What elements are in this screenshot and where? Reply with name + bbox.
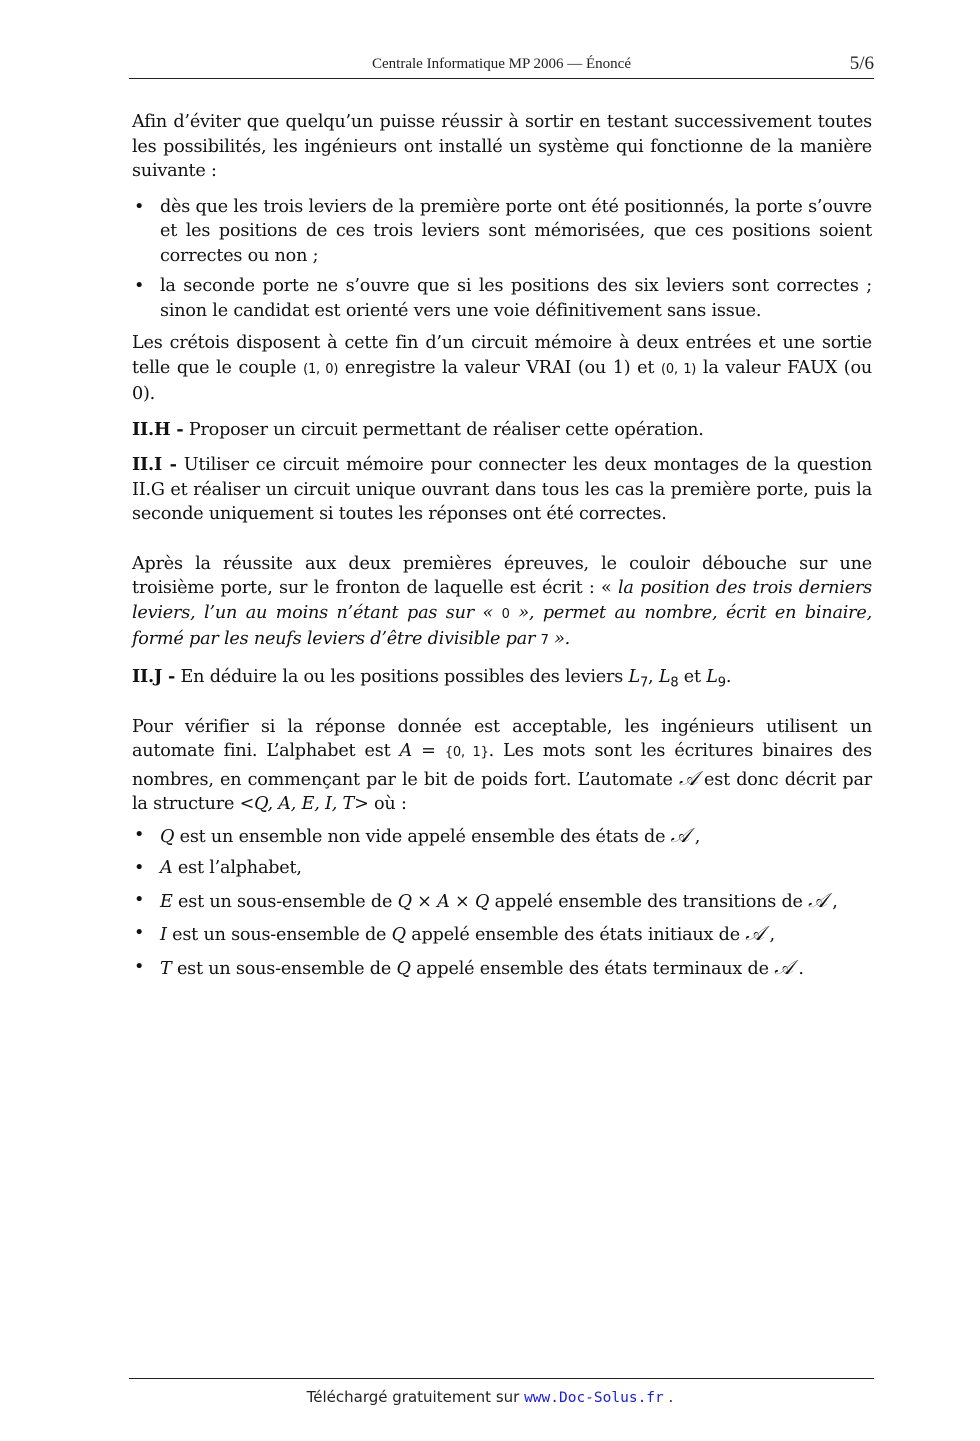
spacer [132,707,872,715]
inscription-zero: 0 [501,606,510,622]
header-title: Centrale Informatique MP 2006 — Énoncé [372,56,631,72]
question-text: Proposer un circuit permettant de réaliser cette opération. [183,419,704,440]
lever-index: 7 [639,675,649,691]
state-set-symbol: Q [396,958,411,979]
text-span: , [648,666,659,687]
list-item-text: dès que les trois leviers de la première porte ont été positionnés, la porte s’ouvre et les positions de ces trois leviers sont mémorisées, que ces positions soient correctes ou non ; [160,196,872,266]
bullet-icon: • [134,923,145,944]
question-label: II.J - [132,665,176,687]
text-span: Les crétois disposent à cette fin d’un circuit mémoire à deux entrées et une sortie telle que le couple [132,333,872,378]
question-IIJ [132,665,872,696]
page-number: 5/6 [849,53,874,74]
definition-text: est un sous-ensemble de [172,891,398,912]
automaton-symbol: 𝒜 [670,822,690,847]
definition-text: appelé ensemble des états terminaux de [410,958,775,979]
footer-link[interactable]: www.Doc-Solus.fr [524,1390,664,1406]
list-item [132,274,872,323]
definition-symbol: E [160,891,173,912]
list-item [132,921,872,948]
pair-true: (1, 0) [303,361,339,377]
definition-symbol: Q [160,826,175,847]
page-footer [0,1388,980,1406]
text-span: enregistre la valeur VRAI (ou 1) et [338,357,662,378]
inscription-text: la position des trois derniers leviers, l’un au moins n’étant pas sur « [132,578,872,623]
definition-text: appelé ensemble des états initiaux de [405,925,746,946]
automaton-paragraph [132,715,872,817]
bullet-icon: • [134,824,145,845]
text-span: la valeur FAUX (ou 0). [132,357,872,404]
text-span: , [764,925,775,946]
inscription-seven: 7 [540,633,549,648]
text-span: Pour vérifier si la réponse donnée est acceptable, les ingénieurs utilisent un automate fini. L’alphabet est [132,716,872,762]
definition-text: appelé ensemble des transitions de [489,891,809,912]
definition-text: est un sous-ensemble de [171,958,397,979]
memory-circuit-paragraph [132,331,872,407]
text-span: , [689,826,701,847]
document-body [132,110,872,989]
question-label: II.I - [132,454,177,475]
list-item [132,888,872,915]
text-span: Après la réussite aux deux premières épreuves, le couloir débouche sur une troisième porte, sur le fronton de laquelle est écrit : « [132,553,872,598]
lever-symbol: L [706,666,718,687]
spacer [132,538,872,552]
bullet-icon: • [134,889,145,910]
automaton-structure: <Q, A, E, I, T> [239,794,369,815]
footer-text: Téléchargé gratuitement sur [306,1388,525,1406]
cartesian-product: Q × A × Q [397,891,490,912]
question-text: En déduire la ou les positions possibles des leviers [175,666,629,687]
lever-symbol: L [658,666,671,687]
automaton-symbol: 𝒜 [774,954,793,979]
text-span: = [412,741,445,762]
lever-index: 9 [717,675,726,691]
footer-rule [129,1378,874,1379]
question-IIH [132,418,872,443]
automaton-symbol: 𝒜 [679,765,698,790]
definition-symbol: I [160,925,167,946]
lever-symbol: L [628,666,640,687]
footer-text: . [663,1388,674,1406]
text-span: où : [368,794,407,815]
definition-symbol: A [160,858,173,879]
list-item [132,955,872,982]
text-span: et [678,666,707,687]
automaton-symbol: 𝒜 [745,921,765,946]
list-item [132,195,872,269]
definition-symbol: T [160,958,172,979]
text-span: . [725,666,732,687]
definition-list [132,823,872,982]
text-span: . Les mots sont les écritures binaires des nombres, en commençant par le bit de poids fort. L’automate [132,741,872,790]
bullet-icon: • [134,956,145,977]
bullet-icon: • [134,858,145,879]
question-label: II.H - [132,418,184,440]
text-span: , [826,891,838,912]
text-span: . [792,958,804,979]
list-item-text: la seconde porte ne s’ouvre que si les positions des six leviers sont correctes ; sinon le candidat est orienté vers une voie définitivement sans issue. [160,276,872,321]
list-item [132,856,872,881]
definition-text: est un ensemble non vide appelé ensemble des états de [174,826,671,847]
alphabet-symbol: A [399,741,413,762]
state-set-symbol: Q [391,925,406,946]
automaton-symbol: 𝒜 [808,887,827,912]
third-door-paragraph [132,552,872,654]
intro-bullet-list [132,195,872,324]
bullet-icon: • [134,196,145,217]
definition-text: est l’alphabet, [172,858,302,879]
pair-false: (0, 1) [661,361,697,377]
intro-paragraph: Afin d’éviter que quelqu’un puisse réussir à sortir en testant successivement toutes les possibilités, les ingénieurs ont installé un système qui fonctionne de la manière suivante : [132,112,872,181]
alphabet-set: {0, 1} [444,745,489,761]
inscription-text: ». [548,629,571,649]
page-header [129,52,874,79]
bullet-icon: • [134,276,145,296]
question-III [132,453,872,527]
definition-text: est un sous-ensemble de [166,925,392,946]
question-text: Utiliser ce circuit mémoire pour connecter les deux montages de la question II.G et réaliser un circuit unique ouvrant dans tous les cas la première porte, puis la seconde uniquement si toutes les réponses ont été correctes. [132,455,872,524]
lever-index: 8 [670,675,679,691]
inscription-text: », permet au nombre, écrit en binaire, formé par les neufs leviers d’être divisible par [132,602,872,649]
list-item [132,823,872,850]
text-span: est donc décrit par la structure [132,769,872,815]
